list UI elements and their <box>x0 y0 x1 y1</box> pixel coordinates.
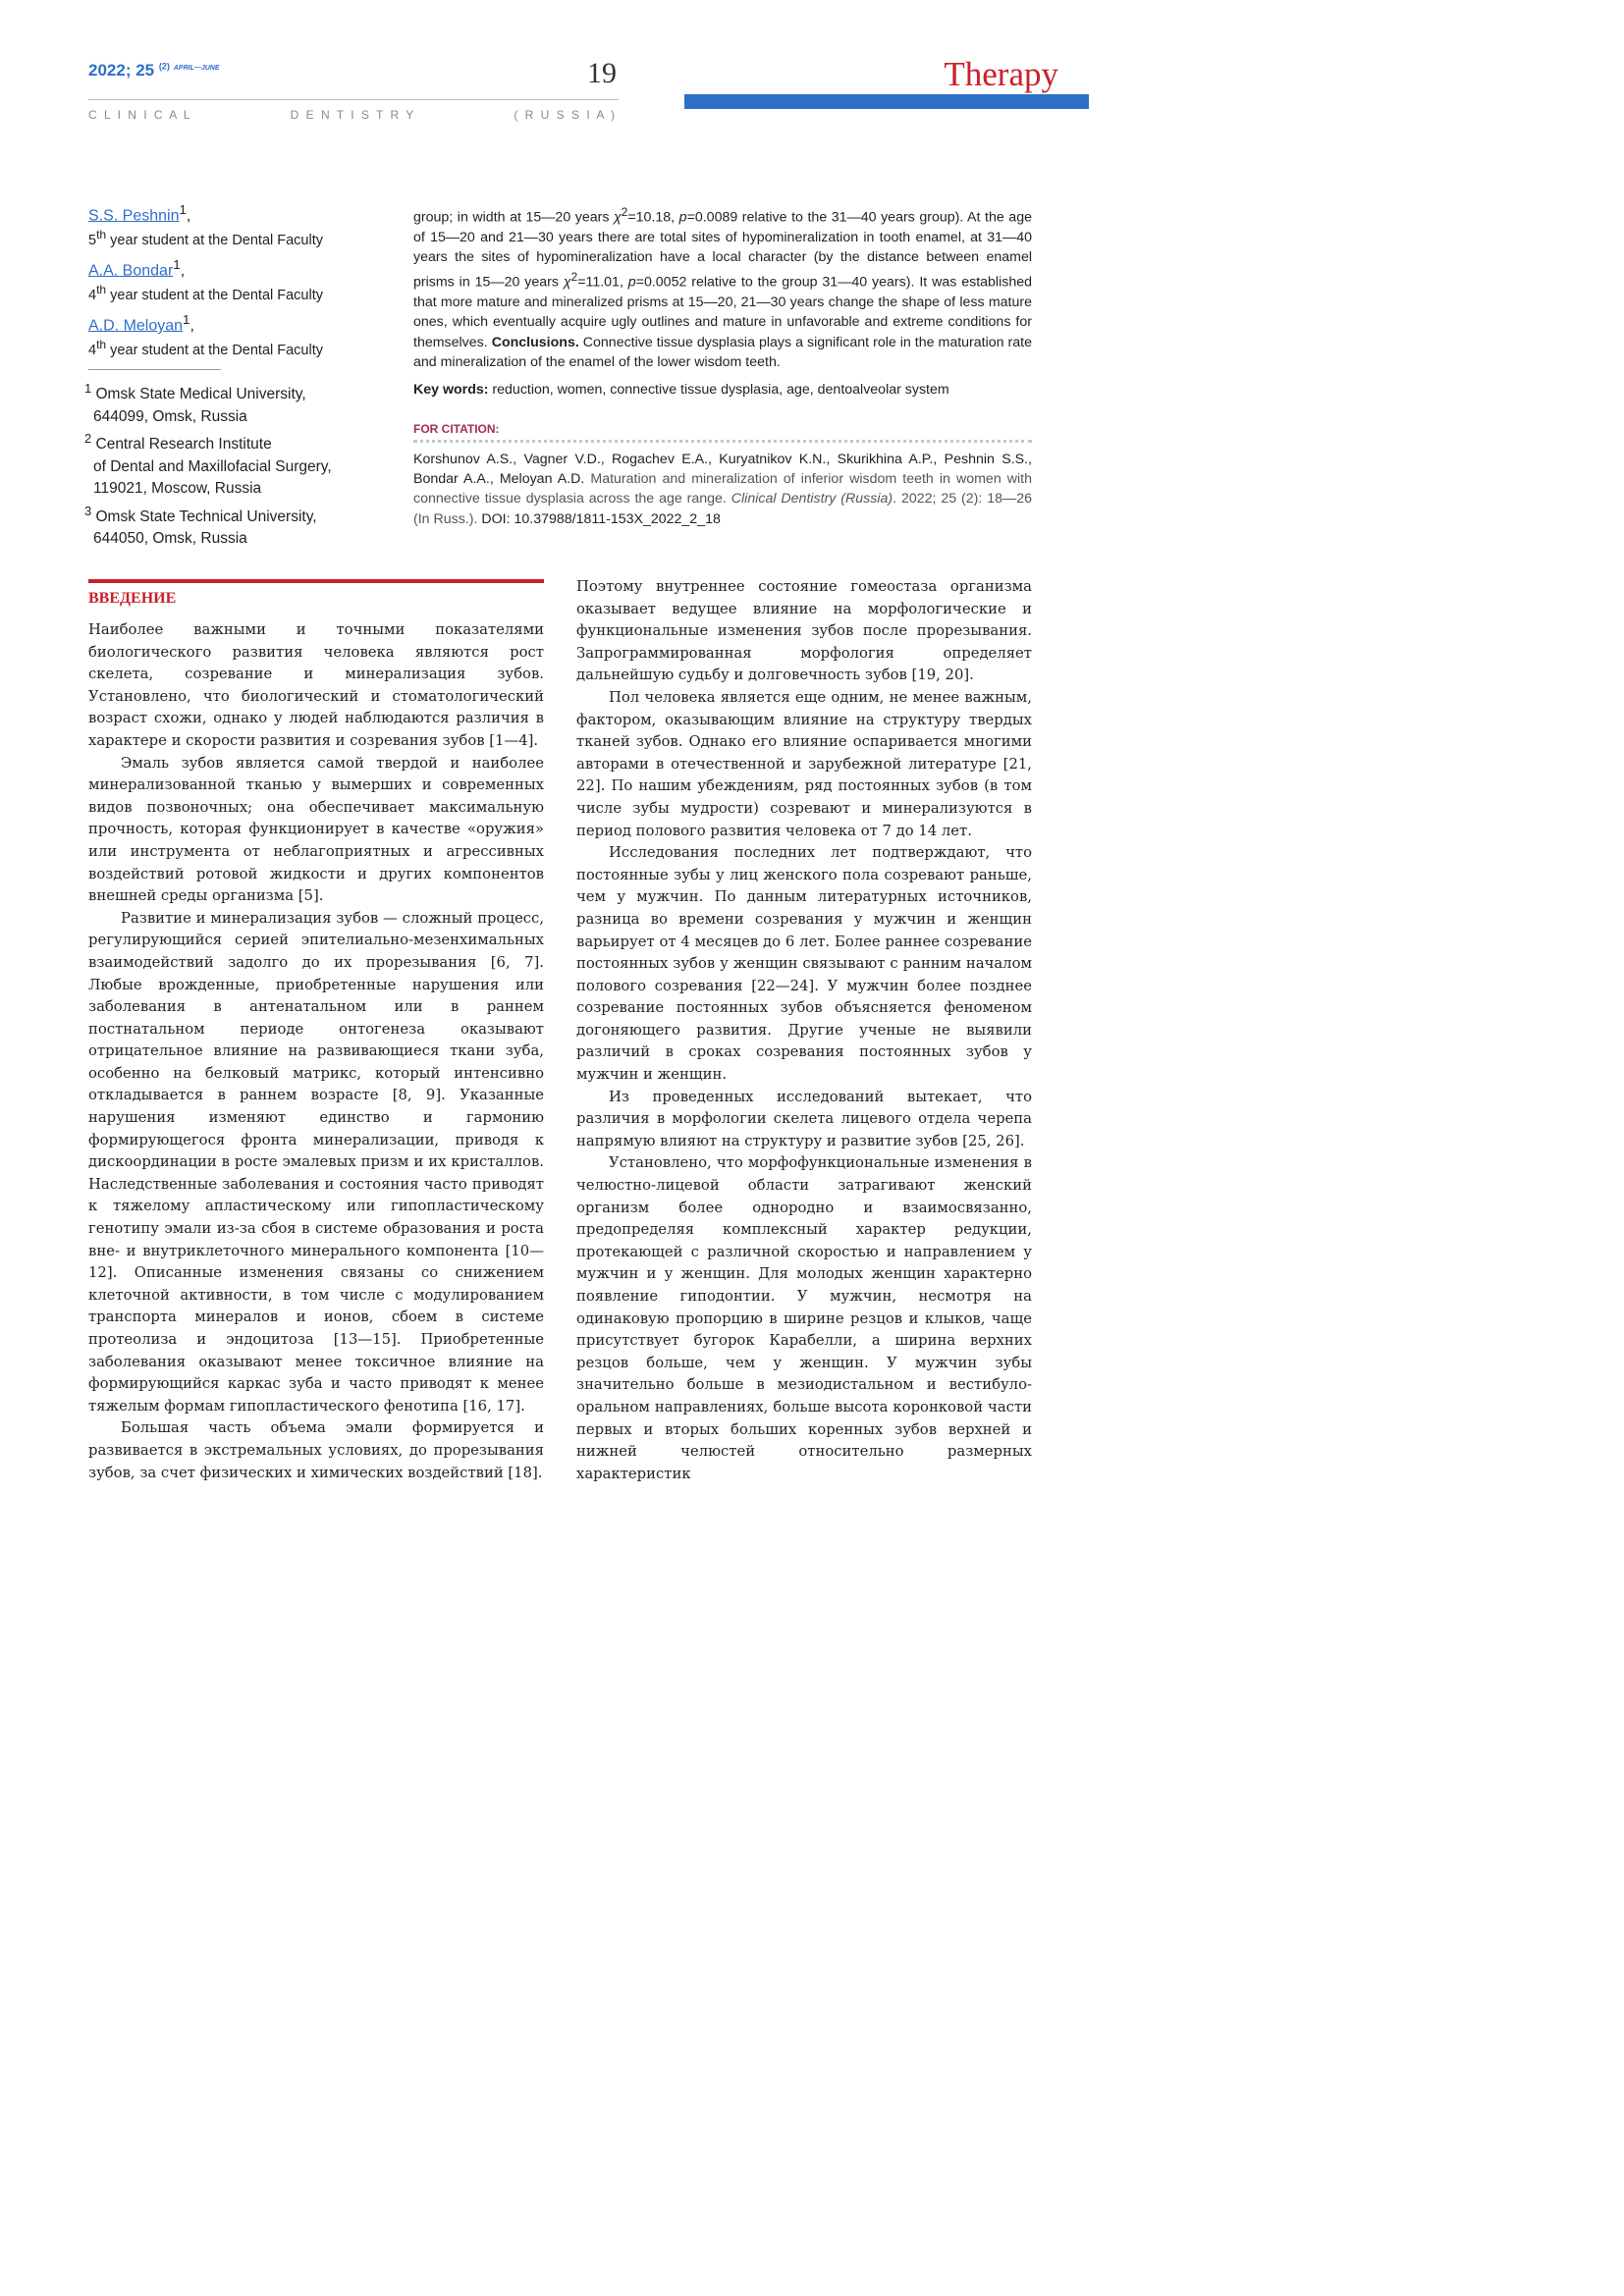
section-rule <box>88 579 544 583</box>
abstract-span: =0.0089 relative to the 31—40 years group). At the age of 15—20 and 21—30 years there are total sites of hypomineralization in tooth enamel, at 31—40 years the sites of hypomineralization have a local character (by the distance between enamel prisms in 15—20 years <box>413 209 1032 292</box>
journal-word-1: C L I N I C A L <box>88 108 192 122</box>
affiliation-list <box>84 378 379 551</box>
affiliation-1 <box>84 378 379 406</box>
citation-details: . 2022; 25 (2): 18—26 (In Russ.). <box>413 491 1032 527</box>
journal-name <box>88 108 617 122</box>
chi-sup: 2 <box>570 270 578 285</box>
affiliation-num: 3 <box>84 503 92 518</box>
author-role <box>88 283 323 303</box>
affiliation-line: 644050, Omsk, Russia <box>93 530 247 548</box>
abstract-span: group; in width at 15—20 years <box>413 209 615 226</box>
role-sup: th <box>96 283 107 296</box>
author-link[interactable]: S.S. Peshnin <box>88 207 180 225</box>
role-year: 4 <box>88 342 97 358</box>
chi-symbol: χ <box>563 275 571 292</box>
role-year: 5 <box>88 232 97 248</box>
paragraph: Наиболее важными и точными показателями биологического развития человека являются рост скелета, созревание и минерализация зубов. Установлено, что биологический и стоматологический возраст схожи, однако у людей наблюдаются различия в характере и скорости развития и созревания зубов [1—4]. <box>88 621 544 749</box>
paragraph: Установлено, что морфофункциональные изменения в челюстно-лицевой области затрагивают женский организм более однородно и взаимосвязанно, предопределяя комплексный характер редукции, протекающей с различной скоростью и направлением у мужчин и у женщин. Для молодых женщин характерно появление гиподонтии. У мужчин, несмотря на одинаковую пропорцию в ширине резцов и клыков, чаще присутствует бугорок Карабелли, а ширина верхних резцов больше, чем у женщин. У мужчин зубы значительно больше в мезиодистальном и вестибуло-оральном направлениях, больше высота коронковой части первых и вторых больших коренных зубов верхней и нижней челюстей относительно размерных характеристик <box>576 1154 1032 1482</box>
affiliation-line: Central Research Institute <box>95 436 272 454</box>
affiliation-line: 644099, Omsk, Russia <box>93 407 247 425</box>
affiliation-num: 2 <box>84 431 92 447</box>
affiliation-2 <box>84 428 379 456</box>
role-text: year student at the Dental Faculty <box>106 342 323 358</box>
citation-dotted-rule <box>413 440 1032 443</box>
paragraph: Развитие и минерализация зубов — сложный процесс, регулирующийся серией эпителиально-мезенхимальных взаимодействий задолго до их прорезывания [6, 7]. Любые врожденные, приобретенные нарушения или заболевания в антенатальном или в раннем постнатальном периоде онтогенеза оказывают отрицательное влияние на развивающиеся ткани зуба, особенно на белковый матрикс, который интенсивно откладывается в раннем возрасте [8, 9]. Указанные нарушения изменяют единство и гармонию формирующегося фронта минерализации, приводя к дискоординации в росте эмалевых призм и их кристаллов. Наследственные заболевания и состояния часто приводят к тяжелому апластическому или гипопластическому генотипу эмали из-за сбоя в системе образования и роста вне- и внутриклеточного минерального компонента [10—12]. Описанные изменения связаны со снижением клеточной активности, в том числе с модулированием транспорта минералов и ионов, сбоем в системе протеолиза и эндоцитоза [13—15]. Приобретенные заболевания оказывают менее токсичное влияние на формирующийся каркас зуба и часто приводят к менее тяжелым формам гипопластического фенотипа [16, 17]. <box>88 909 544 1415</box>
page-number: 19 <box>587 57 617 89</box>
paragraph: Из проведенных исследований вытекает, что различия в морфологии скелета лицевого отдела черепа напрямую влияют на структуру и развитие зубов [25, 26]. <box>576 1088 1032 1149</box>
right-column <box>576 576 1032 1485</box>
keywords <box>413 380 1032 400</box>
affiliation-line: Omsk State Technical University, <box>95 507 317 525</box>
affiliation-line: 119021, Moscow, Russia <box>93 480 262 498</box>
abstract-span: =11.01, <box>577 275 628 292</box>
paragraph: Эмаль зубов является самой твердой и наиболее минерализованной тканью у вымерших и современных видов позвоночных; она обеспечивает максимальную прочность, которая функционирует в качестве «оружия» или инструмента от неблагоприятных и агрессивных воздействий ротовой жидкости и других компонентов внешней среды организма [5]. <box>88 754 544 905</box>
chi-symbol: χ <box>614 209 622 226</box>
citation-authors: Korshunov A.S., Vagner V.D., Rogachev E.A., Kuryatnikov K.N., Skurikhina A.P., Peshnin S.S., Bondar A.A., Meloyan A.D. <box>413 452 1032 488</box>
section-heading: ВВЕДЕНИЕ <box>88 590 177 607</box>
role-sup: th <box>96 228 107 241</box>
year-volume: 2022; 25 <box>88 61 155 80</box>
author-affiliation-sup: 1 <box>173 257 181 272</box>
keywords-label: Key words: <box>413 382 489 398</box>
conclusions-label: Conclusions. <box>491 334 579 350</box>
header-divider <box>88 99 619 100</box>
paragraph: Поэтому внутреннее состояние гомеостаза организма оказывает ведущее влияние на морфологические и функциональные изменения зубов после прорезывания. Запрограммированная морфология определяет дальнейшую судьбу и долговечность зубов [19, 20]. <box>576 578 1032 684</box>
citation-journal: Clinical Dentistry (Russia) <box>731 491 893 507</box>
issue-label <box>88 61 220 80</box>
author-affiliation-sup: 1 <box>179 202 187 217</box>
issue-number: (2) <box>158 61 170 72</box>
journal-word-2: D E N T I S T R Y <box>290 108 416 122</box>
role-sup: th <box>96 338 107 351</box>
p-symbol: p <box>678 209 687 226</box>
p-symbol: p <box>627 275 636 292</box>
abstract-span: Connective tissue dysplasia plays a significant role in the maturation rate and mineralization of the enamel of the lower wisdom teeth. <box>413 334 1033 370</box>
abstract-span: =10.18, <box>627 209 679 226</box>
author-2: A.A. Bondar$^1$, <box>88 257 186 280</box>
author-link[interactable]: A.D. Meloyan <box>88 317 184 335</box>
citation-heading: FOR CITATION: <box>413 422 500 436</box>
journal-word-3: ( R U S S I A ) <box>514 108 617 122</box>
author-link[interactable]: A.A. Bondar <box>88 262 174 280</box>
role-text: year student at the Dental Faculty <box>106 232 323 248</box>
abstract-text <box>413 202 1032 372</box>
affiliation-num: 1 <box>84 381 92 396</box>
affiliation-3 <box>84 501 379 529</box>
author-role <box>88 228 323 248</box>
left-column <box>88 619 544 1484</box>
abstract-span: =0.0052 relative to the group 31—40 years). It was established that more mature and mineralized prisms at 15—20, 21—30 years change the shape of less mature ones, which eventually acquire ugly outlines and mature in unfavorable and extreme conditions for themselves. <box>413 275 1032 350</box>
citation-doi[interactable]: DOI: 10.37988/1811-153X_2022_2_18 <box>481 510 721 527</box>
keywords-text: reduction, women, connective tissue dysplasia, age, dentoalveolar system <box>488 382 949 398</box>
citation-title: Maturation and mineralization of inferior wisdom teeth in women with connective tissue dysplasia across the age range. <box>413 471 1032 507</box>
paragraph: Пол человека является еще одним, не менее важным, фактором, оказывающим влияние на структуру твердых тканей зубов. Однако его влияние оспаривается многими авторами в отечественной и зарубежной литературе [21, 22]. По нашим убеждениям, ряд постоянных зубов (в том числе зубы мудрости) созревают и минерализуются в период полового развития человека от 7 до 14 лет. <box>576 688 1032 839</box>
paragraph: Исследования последних лет подтверждают, что постоянные зубы у лиц женского пола созревают раньше, чем у мужчин. По данным литературных источников, разница во времени созревания у мужчин и женщин варьирует от 4 месяцев до 6 лет. Более раннее созревание постоянных зубов у женщин связывают с ранним началом полового созревания [22—24]. У мужчин более позднее созревание постоянных зубов объясняется феноменом догоняющего развития. Другие ученые не выявили различий в сроках созревания постоянных зубов у мужчин и женщин. <box>576 844 1032 1084</box>
citation-text <box>413 450 1032 529</box>
affiliation-line: of Dental and Maxillofacial Surgery, <box>93 457 332 475</box>
issue-period: APRIL—JUNE <box>173 65 220 72</box>
affiliation-line: Omsk State Medical University, <box>95 386 306 403</box>
role-text: year student at the Dental Faculty <box>106 287 323 303</box>
author-1: S.S. Peshnin$^1$, <box>88 202 191 225</box>
author-3: A.D. Meloyan$^1$, <box>88 312 194 335</box>
author-affiliation-sup: 1 <box>183 312 190 327</box>
chi-sup: 2 <box>621 205 628 219</box>
section-color-bar <box>684 94 1089 109</box>
role-year: 4 <box>88 287 97 303</box>
author-role <box>88 338 323 358</box>
paragraph: Большая часть объема эмали формируется и развивается в экстремальных условиях, до прорезывания зубов, за счет физических и химических воздействий [18]. <box>88 1419 544 1481</box>
section-title: Therapy <box>944 55 1058 93</box>
affiliation-divider <box>88 369 221 370</box>
